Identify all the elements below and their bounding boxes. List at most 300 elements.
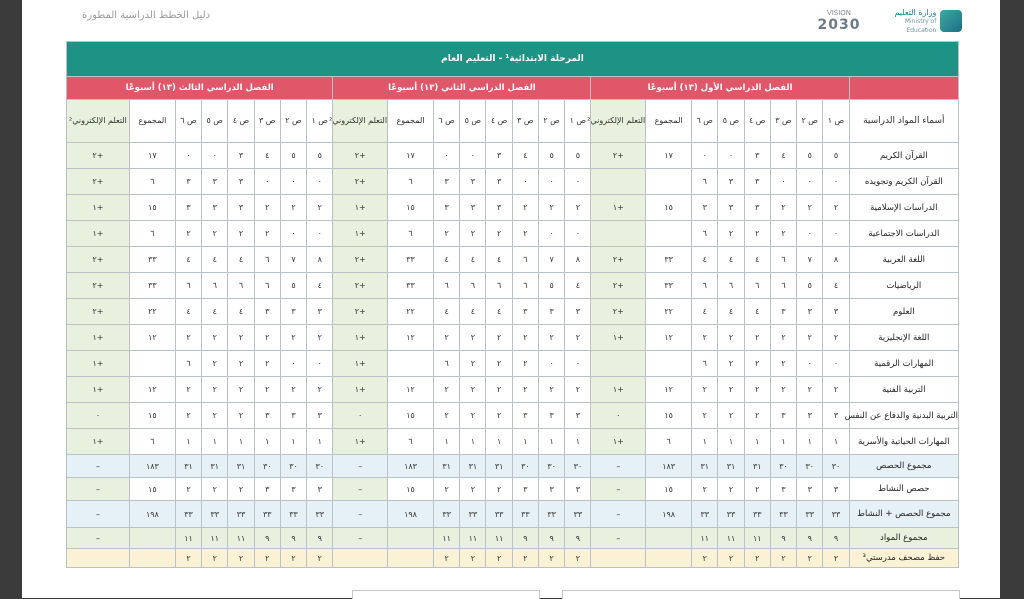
grade-cell: ٤: [175, 247, 201, 273]
grade-cell: ٣: [486, 143, 512, 169]
total-cell: [129, 549, 175, 568]
grade-cell: ٣٠: [770, 455, 796, 478]
grade-cell: ٣: [460, 195, 486, 221]
grade-cell: ٣١: [433, 455, 459, 478]
elearning-cell: +١: [591, 325, 646, 351]
vision-year: 2030: [817, 17, 861, 33]
grade-cell: ٣: [486, 195, 512, 221]
total-cell: ٣٣: [129, 273, 175, 299]
grade-cell: ٣: [254, 478, 280, 501]
elearning-cell: +٢: [333, 273, 388, 299]
grade-cell: ٦: [486, 273, 512, 299]
grade-cell: ٢: [692, 549, 718, 568]
grade-cell: ٢: [280, 195, 306, 221]
grade-cell: ٢: [202, 351, 228, 377]
grade-cell: ٣٣: [823, 501, 849, 528]
grade-cell: ١١: [460, 528, 486, 549]
grade-cell: ٦: [692, 169, 718, 195]
grade-cell: ٣: [433, 169, 459, 195]
grade-cell: ٢: [433, 221, 459, 247]
grade-cell: ٣٠: [307, 455, 333, 478]
grade-cell: ٥: [538, 143, 564, 169]
grade-cell: ١: [718, 429, 744, 455]
total-cell: ٦: [129, 221, 175, 247]
grade-cell: ٤: [718, 247, 744, 273]
grade-cell: ٢: [718, 221, 744, 247]
grade-cell: ٠: [797, 351, 823, 377]
grade-cell: ٣١: [460, 455, 486, 478]
grade-cell: ٢: [254, 351, 280, 377]
grade-cell: ٢: [823, 325, 849, 351]
grade-cell: ٠: [307, 221, 333, 247]
total-cell: ١٥: [388, 195, 434, 221]
grade-cell: ٠: [433, 143, 459, 169]
elearning-cell: +٢: [333, 169, 388, 195]
elearning-cell: +٢: [67, 247, 130, 273]
elearning-cell: +٢: [67, 143, 130, 169]
total-cell: ١٥: [129, 478, 175, 501]
total-cell: ١٢: [129, 377, 175, 403]
grade-cell: ٢: [460, 478, 486, 501]
grade-cell: ٢: [744, 549, 770, 568]
grade-column-header: ص ٦: [692, 100, 718, 143]
grade-cell: ٢: [692, 377, 718, 403]
grade-cell: ٣٠: [512, 455, 538, 478]
grade-cell: ٢: [228, 351, 254, 377]
elearning-cell: +١: [333, 325, 388, 351]
grade-cell: ٢: [433, 478, 459, 501]
elearning-cell: ٠: [591, 403, 646, 429]
grade-column-header: ص ٥: [202, 100, 228, 143]
next-table-edge: [352, 590, 540, 599]
total-cell: [646, 351, 692, 377]
study-plan-table-wrapper: [66, 41, 959, 568]
grade-cell: ٣١: [202, 455, 228, 478]
grade-cell: ١١: [718, 528, 744, 549]
grade-cell: ٢: [460, 549, 486, 568]
grade-cell: ٢: [770, 195, 796, 221]
grade-cell: ٢: [307, 549, 333, 568]
subject-name: القرآن الكريم: [849, 143, 958, 169]
grade-cell: ٤: [433, 247, 459, 273]
grade-cell: ٦: [433, 351, 459, 377]
grade-cell: ٤: [202, 247, 228, 273]
grade-cell: ٢: [175, 377, 201, 403]
grade-cell: ٤: [512, 143, 538, 169]
grade-cell: ٣١: [486, 455, 512, 478]
grade-cell: ٠: [280, 169, 306, 195]
grade-cell: ٠: [512, 169, 538, 195]
grade-cell: ٤: [744, 247, 770, 273]
total-cell: ٦: [646, 429, 692, 455]
grade-cell: ٣: [175, 195, 201, 221]
grade-cell: ٣٣: [280, 501, 306, 528]
grade-cell: ٣: [718, 169, 744, 195]
grade-cell: ٢: [512, 351, 538, 377]
grade-cell: ٢: [307, 325, 333, 351]
total-cell: ١٥: [129, 195, 175, 221]
grade-cell: ٠: [797, 169, 823, 195]
grade-cell: ٣: [797, 478, 823, 501]
grade-cell: ٧: [280, 247, 306, 273]
grade-cell: ٦: [692, 221, 718, 247]
elearning-column-header: التعلم الإلكتروني²: [333, 100, 388, 143]
grade-cell: ٢: [718, 403, 744, 429]
grade-cell: ٢: [202, 549, 228, 568]
grade-cell: ٨: [823, 247, 849, 273]
subject-name: اللغة العربية: [849, 247, 958, 273]
table-row: [67, 429, 959, 455]
grade-cell: ٢: [202, 221, 228, 247]
grade-cell: ٤: [202, 299, 228, 325]
total-cell: ٣٣: [646, 273, 692, 299]
grade-cell: ٠: [307, 169, 333, 195]
grade-column-header: ص ٤: [486, 100, 512, 143]
grade-cell: ٢: [486, 478, 512, 501]
subject-name: العلوم: [849, 299, 958, 325]
total-cell: [388, 351, 434, 377]
table-title: المرحلة الابتدائية¹ - التعليم العام: [67, 42, 959, 77]
total-cell: [388, 528, 434, 549]
grade-cell: ٢: [433, 403, 459, 429]
elearning-cell: –: [591, 501, 646, 528]
subject-name: الرياضيات: [849, 273, 958, 299]
grade-cell: ٢: [744, 377, 770, 403]
grade-cell: ٣٣: [770, 501, 796, 528]
total-cell: ٣٣: [388, 273, 434, 299]
grade-column-header: ص ٤: [744, 100, 770, 143]
grade-cell: ٢: [797, 325, 823, 351]
grade-cell: ٢: [228, 221, 254, 247]
elearning-cell: ٠: [67, 403, 130, 429]
grade-cell: ١: [486, 429, 512, 455]
grade-cell: ٠: [460, 143, 486, 169]
total-cell: ١٨٣: [388, 455, 434, 478]
elearning-cell: +٢: [591, 247, 646, 273]
grade-cell: ٤: [744, 299, 770, 325]
table-row: [67, 299, 959, 325]
grade-cell: ٣٣: [565, 501, 591, 528]
grade-column-header: ص ٥: [460, 100, 486, 143]
grade-cell: ٩: [797, 528, 823, 549]
grade-cell: ١١: [744, 528, 770, 549]
grade-cell: ٢: [512, 195, 538, 221]
elearning-cell: –: [67, 501, 130, 528]
grade-cell: ٢: [486, 221, 512, 247]
grade-cell: ٣: [512, 403, 538, 429]
grade-cell: ٢: [486, 377, 512, 403]
grade-cell: ١: [744, 429, 770, 455]
grade-cell: ٤: [770, 143, 796, 169]
grade-cell: ١: [433, 429, 459, 455]
grade-cell: ٤: [254, 143, 280, 169]
grade-cell: ٣: [718, 195, 744, 221]
elearning-cell: +٢: [591, 299, 646, 325]
total-cell: ٢٢: [129, 299, 175, 325]
grade-cell: ١: [307, 429, 333, 455]
grade-cell: ٣: [692, 195, 718, 221]
elearning-cell: –: [591, 478, 646, 501]
grade-cell: ٢: [307, 377, 333, 403]
grade-cell: ٩: [307, 528, 333, 549]
grade-column-header: ص ١: [823, 100, 849, 143]
grade-cell: ٢: [460, 351, 486, 377]
grade-cell: ٢: [460, 325, 486, 351]
grade-cell: ٣: [744, 169, 770, 195]
corner-cell: [849, 77, 958, 100]
grade-cell: ٠: [280, 221, 306, 247]
total-cell: ١٩٨: [388, 501, 434, 528]
grade-cell: ٢: [512, 221, 538, 247]
grade-cell: ١: [512, 429, 538, 455]
grade-column-header: ص ٢: [538, 100, 564, 143]
total-cell: [646, 169, 692, 195]
grade-cell: ١١: [486, 528, 512, 549]
elearning-column-header: التعلم الإلكتروني²: [591, 100, 646, 143]
grade-cell: ٤: [175, 299, 201, 325]
grade-cell: ٩: [254, 528, 280, 549]
total-cell: ٣٣: [129, 247, 175, 273]
grade-cell: ٥: [307, 143, 333, 169]
grade-cell: ٦: [770, 247, 796, 273]
ministry-name: [874, 8, 936, 35]
grade-cell: ٣: [228, 195, 254, 221]
grade-cell: ٢: [254, 221, 280, 247]
total-cell: [646, 528, 692, 549]
grade-cell: ٣٣: [433, 501, 459, 528]
grade-cell: ٢: [718, 325, 744, 351]
grade-cell: ٣٣: [797, 501, 823, 528]
grade-cell: ٢: [486, 403, 512, 429]
grade-cell: ٦: [254, 273, 280, 299]
grade-cell: ٢: [202, 377, 228, 403]
grade-cell: ٣: [770, 299, 796, 325]
total-cell: ١٥: [646, 195, 692, 221]
grade-cell: ٦: [512, 247, 538, 273]
grade-cell: ٣: [307, 478, 333, 501]
grade-cell: ١: [228, 429, 254, 455]
subject-name: مجموع الحصص: [849, 455, 958, 478]
elearning-cell: +٢: [333, 299, 388, 325]
grade-cell: ٢: [175, 403, 201, 429]
elearning-cell: +٢: [591, 273, 646, 299]
elearning-cell: +١: [67, 377, 130, 403]
total-cell: ١٩٨: [129, 501, 175, 528]
grade-cell: ٢: [823, 377, 849, 403]
table-row: [67, 143, 959, 169]
grade-cell: ٣٠: [565, 455, 591, 478]
grade-cell: ٣: [823, 478, 849, 501]
total-cell: ٦: [388, 221, 434, 247]
vision-2030-logo: [810, 8, 868, 34]
grade-cell: ٥: [797, 273, 823, 299]
elearning-cell: +١: [333, 377, 388, 403]
grade-cell: ٠: [175, 143, 201, 169]
grade-cell: ١: [175, 429, 201, 455]
grade-cell: ٢: [512, 549, 538, 568]
grade-cell: ٢: [565, 377, 591, 403]
grade-cell: ٦: [254, 247, 280, 273]
grade-cell: ٢: [486, 351, 512, 377]
grade-column-header: ص ١: [565, 100, 591, 143]
elearning-cell: [591, 221, 646, 247]
elearning-cell: –: [333, 478, 388, 501]
grade-cell: ٢: [718, 549, 744, 568]
subject-name: الدراسات الاجتماعية: [849, 221, 958, 247]
grade-column-header: ص ٣: [770, 100, 796, 143]
grade-cell: ٢: [823, 195, 849, 221]
total-cell: ٦: [388, 429, 434, 455]
grade-cell: ٣: [280, 299, 306, 325]
grade-cell: ٣: [307, 299, 333, 325]
total-cell: ١٢: [388, 377, 434, 403]
grade-cell: ٣: [512, 299, 538, 325]
total-cell: [646, 549, 692, 568]
grade-cell: ١١: [692, 528, 718, 549]
elearning-cell: [333, 549, 388, 568]
table-row: [67, 247, 959, 273]
elearning-cell: –: [67, 528, 130, 549]
grade-cell: ٣٣: [228, 501, 254, 528]
grade-cell: ٦: [202, 273, 228, 299]
grade-cell: ٣٠: [823, 455, 849, 478]
grade-cell: ٦: [744, 273, 770, 299]
grade-cell: ٣: [228, 169, 254, 195]
subject-name: القرآن الكريم وتجويده: [849, 169, 958, 195]
total-cell: [388, 549, 434, 568]
grade-cell: ٣٠: [538, 455, 564, 478]
grade-cell: ٢: [254, 377, 280, 403]
grade-cell: ٠: [770, 169, 796, 195]
table-row: [67, 195, 959, 221]
elearning-cell: +٢: [67, 169, 130, 195]
grade-cell: ٤: [486, 247, 512, 273]
grade-cell: ١١: [228, 528, 254, 549]
grade-cell: ٢: [433, 549, 459, 568]
grade-cell: ٢: [433, 377, 459, 403]
grade-cell: ١: [538, 429, 564, 455]
elearning-cell: +٢: [67, 273, 130, 299]
grade-cell: ٣٣: [460, 501, 486, 528]
grade-cell: ٢: [280, 377, 306, 403]
grade-cell: ٢: [486, 549, 512, 568]
elearning-cell: +٢: [333, 247, 388, 273]
grade-cell: ٢: [307, 195, 333, 221]
grade-cell: ٢: [744, 351, 770, 377]
total-column-header: المجموع: [129, 100, 175, 143]
grade-cell: ٠: [692, 143, 718, 169]
grade-cell: ٣: [538, 403, 564, 429]
grade-cell: ٤: [823, 273, 849, 299]
total-cell: ١٥: [646, 478, 692, 501]
grade-cell: ٣: [486, 169, 512, 195]
document-header: [62, 6, 962, 36]
grade-cell: ١: [692, 429, 718, 455]
grade-cell: ٦: [175, 351, 201, 377]
grade-cell: ٦: [718, 273, 744, 299]
grade-cell: ٢: [460, 221, 486, 247]
ministry-logo: [874, 8, 962, 34]
grade-cell: ٢: [770, 325, 796, 351]
grade-cell: ٦: [433, 273, 459, 299]
study-plan-table: [66, 41, 959, 568]
total-cell: ٢٢: [388, 299, 434, 325]
total-cell: ٣٣: [646, 247, 692, 273]
elearning-cell: +١: [591, 429, 646, 455]
grade-cell: ٢: [565, 325, 591, 351]
grade-cell: ٣: [797, 403, 823, 429]
elearning-cell: +١: [591, 377, 646, 403]
grade-cell: ٠: [797, 221, 823, 247]
total-cell: ٦: [129, 429, 175, 455]
grade-cell: ٨: [565, 247, 591, 273]
grade-cell: ٤: [718, 299, 744, 325]
grade-cell: ٢: [460, 403, 486, 429]
grade-cell: ٦: [512, 273, 538, 299]
subject-name: التربية الفنية: [849, 377, 958, 403]
grade-cell: ٢: [692, 325, 718, 351]
subject-name: الدراسات الإسلامية: [849, 195, 958, 221]
grade-cell: ٣: [280, 403, 306, 429]
grade-cell: ٣: [280, 478, 306, 501]
grade-cell: ٢: [538, 549, 564, 568]
total-cell: ١٥: [129, 403, 175, 429]
grade-column-header: ص ١: [307, 100, 333, 143]
grade-cell: ٩: [823, 528, 849, 549]
document-title: دليل الخطط الدراسية المطورة: [82, 10, 211, 21]
grade-cell: ٣١: [744, 455, 770, 478]
elearning-cell: +١: [591, 195, 646, 221]
grade-cell: ٩: [565, 528, 591, 549]
total-cell: ٦: [388, 169, 434, 195]
subject-name: اللغة الإنجليزية: [849, 325, 958, 351]
grade-cell: ٢: [718, 377, 744, 403]
grade-cell: ٢: [486, 325, 512, 351]
ministry-name-ar: وزارة التعليم: [894, 7, 937, 17]
grade-cell: ٥: [797, 143, 823, 169]
grade-cell: ٣: [254, 299, 280, 325]
grade-cell: ٢: [770, 351, 796, 377]
subject-name: التربية البدنية والدفاع عن النفس: [849, 403, 958, 429]
grade-cell: ٢: [228, 403, 254, 429]
elearning-cell: [591, 549, 646, 568]
grade-cell: ١: [770, 429, 796, 455]
total-cell: ١٢: [388, 325, 434, 351]
total-cell: ١٩٨: [646, 501, 692, 528]
grade-cell: ٥: [565, 143, 591, 169]
grade-cell: ١: [797, 429, 823, 455]
grade-cell: ٢: [744, 478, 770, 501]
grade-cell: ٢: [175, 478, 201, 501]
total-cell: ١٢: [646, 377, 692, 403]
grade-cell: ٣: [744, 143, 770, 169]
grade-cell: ٢: [718, 478, 744, 501]
grade-cell: ٩: [280, 528, 306, 549]
grade-cell: ٠: [538, 169, 564, 195]
grade-cell: ٠: [823, 169, 849, 195]
elearning-cell: +١: [67, 429, 130, 455]
grade-cell: ٢: [797, 195, 823, 221]
grade-cell: ٣١: [175, 455, 201, 478]
grade-cell: ٣: [202, 169, 228, 195]
ministry-emblem-icon: [940, 10, 962, 32]
grade-cell: ٢: [202, 325, 228, 351]
grade-cell: ٣: [823, 403, 849, 429]
grade-cell: ٣: [770, 403, 796, 429]
grade-cell: ٣٠: [797, 455, 823, 478]
grade-cell: ٣: [565, 478, 591, 501]
grade-column-header: ص ٤: [228, 100, 254, 143]
